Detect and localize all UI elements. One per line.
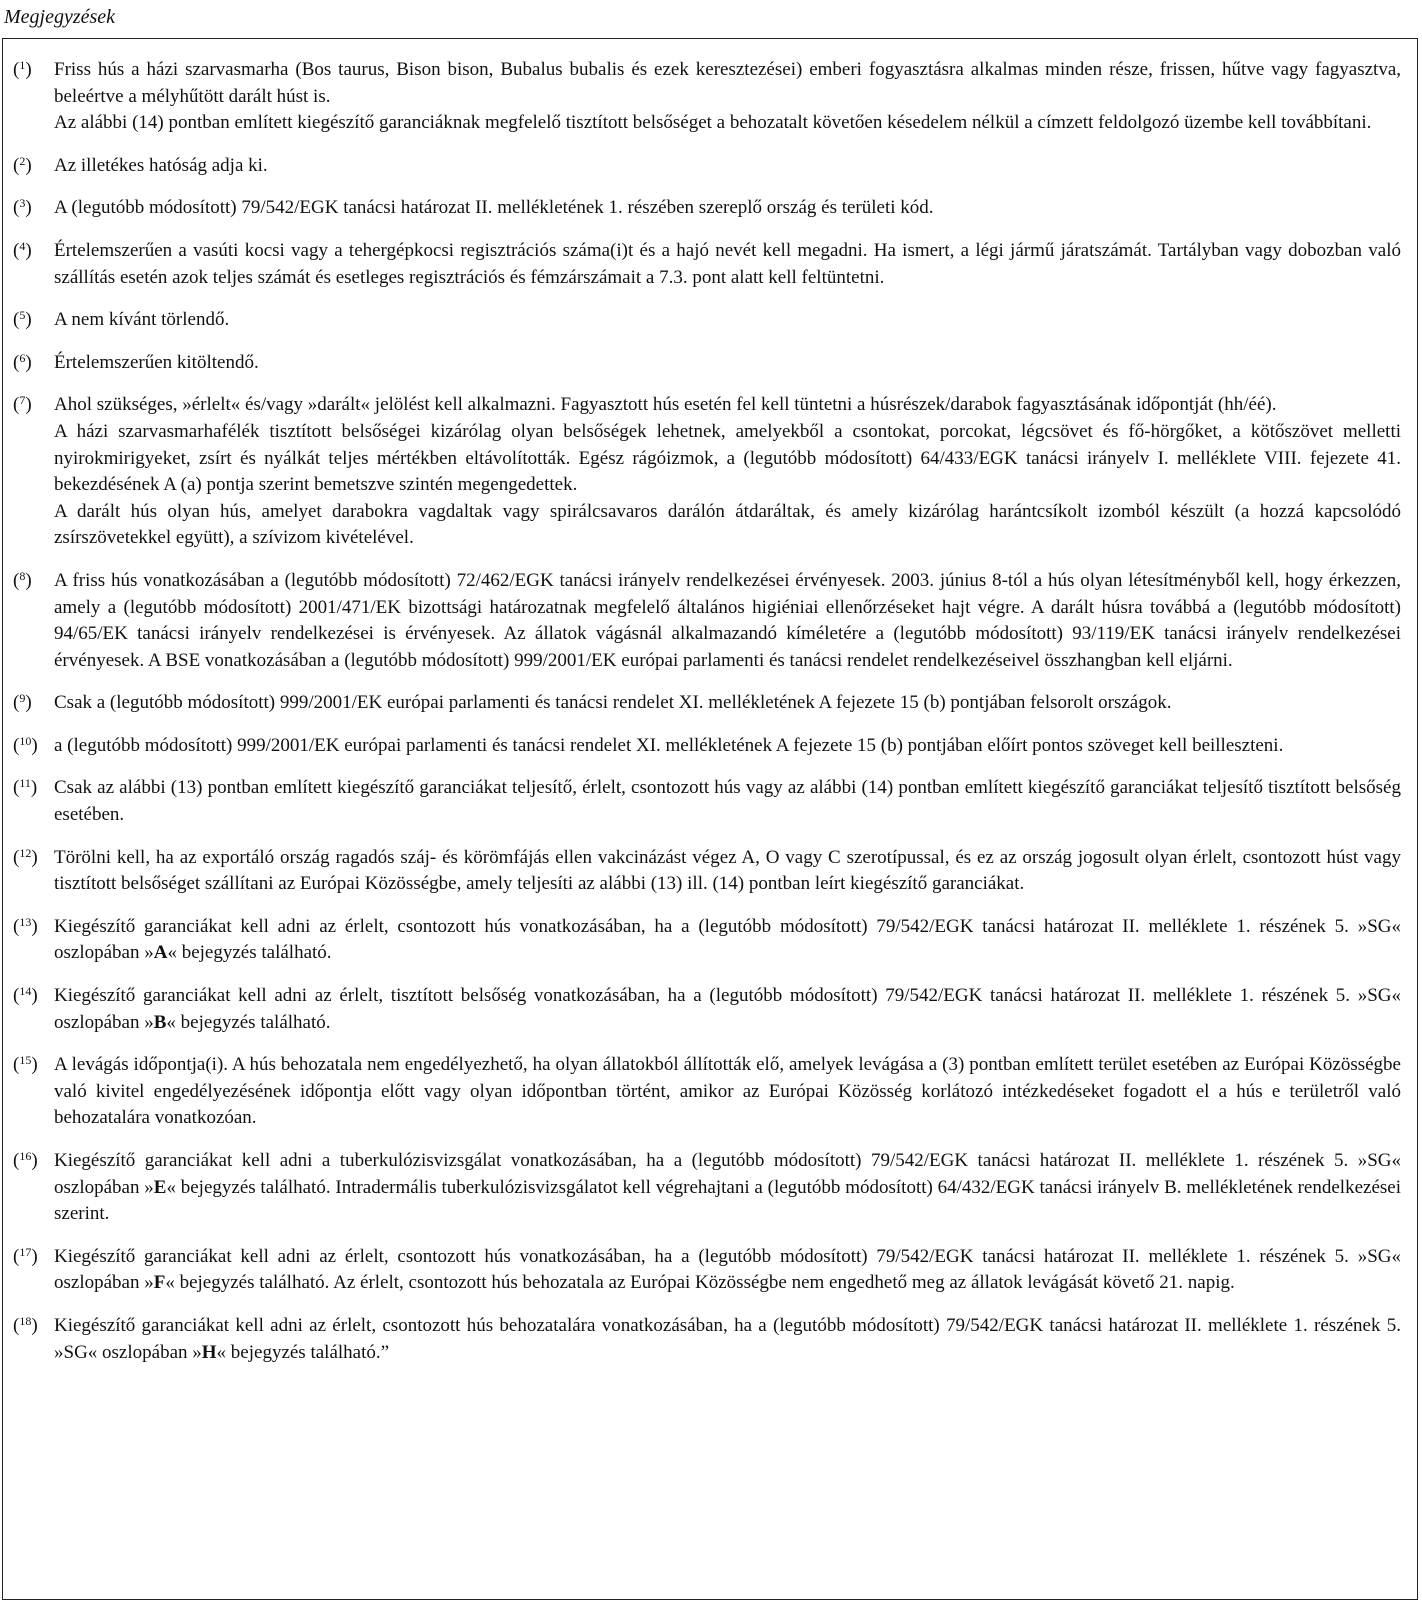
footnote-text: Kiegészítő garanciákat kell adni az érlelt, csontozott hús behozatalára vonatkozásában, ha a (legutóbb módosított) 79/542/EGK tanácsi határozat II. melléklete 1. részének 5. »SG« oszlopában »H« bejegyzés található.” (54, 1314, 1401, 1363)
footnote-text: A friss hús vonatkozásában a (legutóbb módosított) 72/462/EGK tanácsi irányelv rendelkezései érvényesek. 2003. június 8-tól a hús olyan létesítményből kell, hogy érkezzen, amely a (legutóbb módosított) 2001/471/EK bizottsági határozatnak megfelelő általános higiéniai ellenőrzéseket hajt végre. A darált húsra továbbá a (legutóbb módosított) 94/65/EK tanácsi irányelv rendelkezései is érvényesek. Az állatok vágásnál alkalmazandó kíméletére a (legutóbb módosított) 93/119/EK tanácsi irányelv rendelkezései érvényesek. A BSE vonatkozásában a (legutóbb módosított) 999/2001/EK európai parlamenti és tanácsi rendelet rendelkezéseivel összhangban kell eljárni. (54, 569, 1401, 671)
footnote-text: Az alábbi (14) pontban említett kiegészítő garanciáknak megfelelő tisztított belsőséget a behozatalt követően késedelem nélkül a címzett feldolgozó üzembe kell továbbítani. (54, 112, 1372, 134)
footnote-16 (3, 1148, 1417, 1228)
footnote-text: Kiegészítő garanciákat kell adni az érlelt, tisztított belsőség vonatkozásában, ha a (legutóbb módosított) 79/542/EGK tanácsi határozat II. melléklete 1. részének 5. »SG« oszlopában »B« bejegyzés található. (54, 985, 1401, 1033)
footnote-text: Kiegészítő garanciákat kell adni az érlelt, csontozott hús vonatkozásában, ha a (legutóbb módosított) 79/542/EGK tanácsi határozat II. melléklete 1. részének 5. »SG« oszlopában »F« bejegyzés található. Az érlelt, csontozott hús behozatala az Európai Közösségbe nem engedhető meg az állatok levágását követő 21. napig. (54, 1245, 1401, 1294)
footnote-7 (3, 392, 1417, 552)
footnote-text: Értelemszerűen kitöltendő. (54, 351, 259, 373)
footnote-18 (3, 1313, 1417, 1366)
footnote-number: ($^{11}$) (13, 776, 38, 799)
footnote-number: ($^{18}$) (13, 1313, 38, 1336)
footnote-number: ($^{14}$) (13, 984, 38, 1007)
footnote-number: ($^8$) (13, 568, 32, 591)
footnote-11 (3, 775, 1417, 828)
footnote-text: Ahol szükséges, »érlelt« és/vagy »darált« jelölést kell alkalmazni. Fagyasztott hús esetén fel kell tüntetni a húsrészek/darabok fagyasztásának időpontját (hh/éé). (54, 394, 1277, 416)
footnote-text: A házi szarvasmarhafélék tisztított belsőségei kizárólag olyan belsőségek lehetnek, amelyekből a csontokat, porcokat, légcsövet és fő-hörgőket, a kötőszövet melletti nyirokmirigyeket, zsírt és nyálkát teljes mértékben eltávolították. Egész rágóizmok, a (legutóbb módosított) 64/433/EGK tanácsi irányelv I. melléklete VIII. fejezete 41. bekezdésének A (a) pontja szerint bemetszve szintén megengedettek. (54, 420, 1401, 496)
footnote-text: Az illetékes hatóság adja ki. (54, 154, 268, 176)
footnote-number: ($^{12}$) (13, 845, 38, 868)
footnote-number: ($^{15}$) (13, 1053, 38, 1076)
footnote-text: Csak az alábbi (13) pontban említett kiegészítő garanciákat teljesítő, érlelt, csontozott hús vagy az alábbi (14) pontban említett kiegészítő garanciákat teljesítő tisztított belsőség esetében. (54, 777, 1401, 826)
footnote-number: ($^3$) (13, 196, 32, 219)
notes-list (3, 57, 1417, 1382)
footnote-number: ($^{17}$) (13, 1244, 38, 1267)
footnote-number: ($^2$) (13, 153, 32, 176)
footnote-number: ($^6$) (13, 350, 32, 373)
notes-box (2, 38, 1418, 1600)
notes-heading: Megjegyzések (4, 6, 116, 28)
footnote-3 (3, 195, 1417, 222)
footnote-12 (3, 845, 1417, 898)
footnote-text: Törölni kell, ha az exportáló ország ragadós száj- és körömfájás ellen vakcinázást végez A, O vagy C szerotípussal, és ez az ország jogosult olyan érlelt, csontozott húst vagy tisztított belsőséget szállítani az Európai Közösségbe, amely teljesíti az alábbi (13) ill. (14) pontban leírt kiegészítő garanciákat. (54, 846, 1401, 895)
footnote-5 (3, 307, 1417, 334)
footnote-text: Csak a (legutóbb módosított) 999/2001/EK európai parlamenti és tanácsi rendelet XI. mellékletének A fejezete 15 (b) pontjában felsorolt országok. (54, 692, 1172, 714)
footnote-text: Friss hús a házi szarvasmarha (Bos taurus, Bison bison, Bubalus bubalis és ezek keresztezései) emberi fogyasztásra alkalmas minden része, frissen, hűtve vagy fagyasztva, beleértve a mélyhűtött darált húst is. (54, 59, 1401, 107)
footnote-9 (3, 690, 1417, 717)
footnote-number: ($^7$) (13, 393, 32, 416)
footnote-number: ($^{10}$) (13, 733, 38, 756)
footnote-number: ($^{13}$) (13, 914, 38, 937)
footnote-6 (3, 350, 1417, 377)
footnote-14 (3, 983, 1417, 1036)
footnote-text: Értelemszerűen a vasúti kocsi vagy a tehergépkocsi regisztrációs száma(i)t és a hajó nevét kell megadni. Ha ismert, a légi jármű járatszámát. Tartályban vagy dobozban való szállítás esetén azok teljes számát és esetleges regisztrációs és fémzárszámait a 7.3. pont alatt kell feltüntetni. (54, 239, 1401, 288)
footnote-4 (3, 238, 1417, 291)
footnote-15 (3, 1052, 1417, 1132)
footnote-17 (3, 1244, 1417, 1297)
footnote-text: A nem kívánt törlendő. (54, 309, 230, 331)
footnote-text: A darált hús olyan hús, amelyet darabokra vagdaltak vagy spirálcsavaros darálón átdaráltak, és amely kizárólag harántcsíkolt izomból készült (a hozzá kapcsolódó zsírszövetekkel együtt), a szívizom kivételével. (54, 500, 1401, 549)
footnote-10 (3, 733, 1417, 760)
footnote-number: ($^1$) (13, 58, 32, 80)
footnote-number: ($^4$) (13, 238, 32, 261)
footnote-13 (3, 914, 1417, 967)
footnote-2 (3, 153, 1417, 180)
footnote-number: ($^{16}$) (13, 1149, 38, 1171)
footnote-8 (3, 568, 1417, 674)
footnote-text: Kiegészítő garanciákat kell adni az érlelt, csontozott hús vonatkozásában, ha a (legutóbb módosított) 79/542/EGK tanácsi határozat II. melléklete 1. részének 5. »SG« oszlopában »A« bejegyzés található. (54, 915, 1401, 964)
footnote-number: ($^9$) (13, 691, 32, 714)
footnote-text: A levágás időpontja(i). A hús behozatala nem engedélyezhető, ha olyan állatokból állították elő, amelyek levágása a (3) pontban említett terület esetében az Európai Közösségbe való kivitel engedélyezésének időpontja előtt vagy olyan időpontban történt, amikor az Európai Közösség korlátozó intézkedéseket fogadott el a hús e területről való behozatalára vonatkozóan. (54, 1054, 1401, 1129)
footnote-text: A (legutóbb módosított) 79/542/EGK tanácsi határozat II. mellékletének 1. részében szereplő ország és területi kód. (54, 197, 934, 219)
footnote-text: a (legutóbb módosított) 999/2001/EK európai parlamenti és tanácsi rendelet XI. mellékletének A fejezete 15 (b) pontjában előírt pontos szöveget kell beilleszteni. (54, 734, 1284, 756)
footnote-1 (3, 57, 1417, 137)
footnote-text: Kiegészítő garanciákat kell adni a tuberkulózisvizsgálat vonatkozásában, ha a (legutóbb módosított) 79/542/EGK tanácsi határozat II. melléklete 1. részének 5. »SG« oszlopában »E« bejegyzés található. Intradermális tuberkulózisvizsgálatot kell végrehajtani a (legutóbb módosított) 64/432/EGK tanácsi irányelv B. mellékletének rendelkezései szerint. (54, 1150, 1401, 1225)
footnote-number: ($^5$) (13, 308, 32, 331)
